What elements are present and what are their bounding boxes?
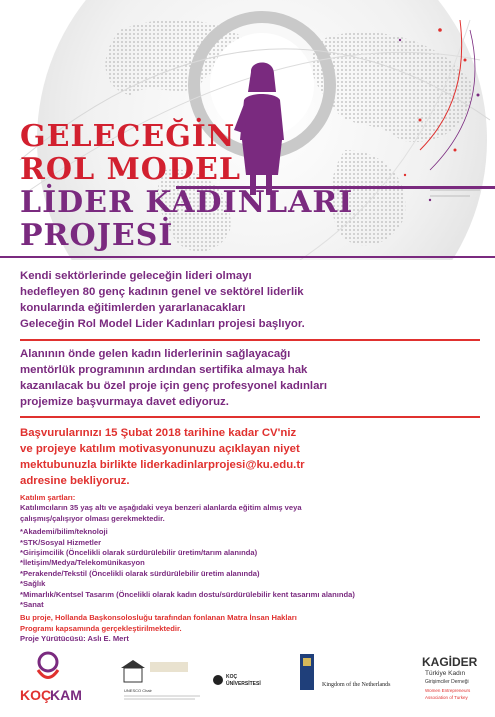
conditions-text: çalışmış/çalışıyor olması gerekmektedir. xyxy=(20,513,165,523)
conditions-item: *Akademi/bilim/teknoloji xyxy=(20,527,108,537)
kagider-text-b: Türkiye Kadın xyxy=(425,670,466,677)
participation-conditions xyxy=(20,493,480,645)
text-line: Kendi sektörlerinde geleceğin lideri olmayı xyxy=(20,270,252,282)
conditions-item: *Girişimcilik (Öncelikli olarak sürdürülebilir üretim/tarım alanında) xyxy=(20,548,258,558)
text-line: mektubunuzla birlikte liderkadinlarprojesi@ku.edu.tr xyxy=(20,459,305,471)
conditions-item: *Perakende/Tekstil (Öncelikli olarak sürdürülebilir üretim alanında) xyxy=(20,568,260,578)
text-line: kazanılacak bu özel proje için genç profesyonel kadınları xyxy=(20,380,328,392)
title-line-4: PROJESİ xyxy=(20,218,174,253)
kagider-text-d: Women Entrepreneurs xyxy=(425,688,471,693)
intro-paragraph xyxy=(20,268,480,332)
kockam-text-a: KOÇ xyxy=(20,687,52,703)
funding-text: Bu proje, Hollanda Başkonsolosluğu tarafından fonlanan Matra İnsan Hakları xyxy=(20,613,297,623)
text-line: adresine bekliyoruz. xyxy=(20,475,130,487)
text-line: Alanının önde gelen kadın liderlerinin sağlayacağı xyxy=(20,348,291,360)
text-line: ve projeye katılım motivasyonunuzu açıklayan niyet xyxy=(20,443,300,455)
koc-university-logo xyxy=(213,674,261,687)
netherlands-text: Kingdom of the Netherlands xyxy=(322,682,391,688)
conditions-item: *STK/Sosyal Hizmetler xyxy=(20,537,102,547)
kagider-text-a: KAGİDER xyxy=(422,655,478,669)
unesco-text: UNESCO Chair xyxy=(124,688,152,693)
text-line: mentörlük programının ardından sertifika almaya hak xyxy=(20,364,308,376)
conditions-item: *Sanat xyxy=(20,600,44,610)
sponsor-logos xyxy=(0,640,495,717)
kagider-logo xyxy=(422,654,478,700)
conditions-item: *Sağlık xyxy=(20,579,46,589)
title-line-1: GELECEĞİN xyxy=(20,119,236,154)
title-line-3: LİDER KADINLARI xyxy=(20,185,354,220)
kockam-logo xyxy=(20,653,82,703)
netherlands-logo xyxy=(300,654,391,690)
funding-text: Programı kapsamında gerçekleştirilmektedir. xyxy=(20,623,182,633)
conditions-heading: Katılım şartları: xyxy=(20,493,76,502)
page-title xyxy=(20,120,353,252)
text-line: Geleceğin Rol Model Lider Kadınları projesi başlıyor. xyxy=(20,318,305,330)
conditions-item: *İletişim/Medya/Telekomünikasyon xyxy=(20,558,145,568)
unesco-logo xyxy=(121,660,200,699)
kagider-text-e: Association of Turkey xyxy=(425,695,468,700)
title-underline xyxy=(0,256,495,258)
text-line: hedefleyen 80 genç kadının genel ve sektörel liderlik xyxy=(20,286,304,298)
kagider-text-c: Girişimciler Derneği xyxy=(425,679,469,685)
text-line: projemize başvurmaya davet ediyoruz. xyxy=(20,396,229,408)
mentoring-paragraph xyxy=(20,346,480,410)
conditions-text: Katılımcıların 35 yaş altı ve aşağıdaki veya benzeri alanlarda eğitim almış veya xyxy=(20,503,302,513)
text-line: Başvurularınızı 15 Şubat 2018 tarihine kadar CV'niz xyxy=(20,427,297,439)
text-line: konularında eğitimlerden yararlanacakları xyxy=(20,302,246,314)
kockam-text-b: KAM xyxy=(50,687,82,703)
koc-uni-text-a: KOÇ xyxy=(226,674,238,680)
title-line-2: ROL MODEL xyxy=(20,152,241,187)
project-coordinator: Proje Yürütücüsü: Aslı E. Mert xyxy=(20,634,129,644)
koc-uni-text-b: ÜNİVERSİTESİ xyxy=(226,681,261,687)
application-paragraph xyxy=(20,425,480,489)
conditions-item: *Mimarlık/Kentsel Tasarım (Öncelikli olarak kadın dostu/sürdürülebilir kent tasarımı alanında) xyxy=(20,589,355,599)
section-divider xyxy=(20,416,480,418)
section-divider xyxy=(20,339,480,341)
